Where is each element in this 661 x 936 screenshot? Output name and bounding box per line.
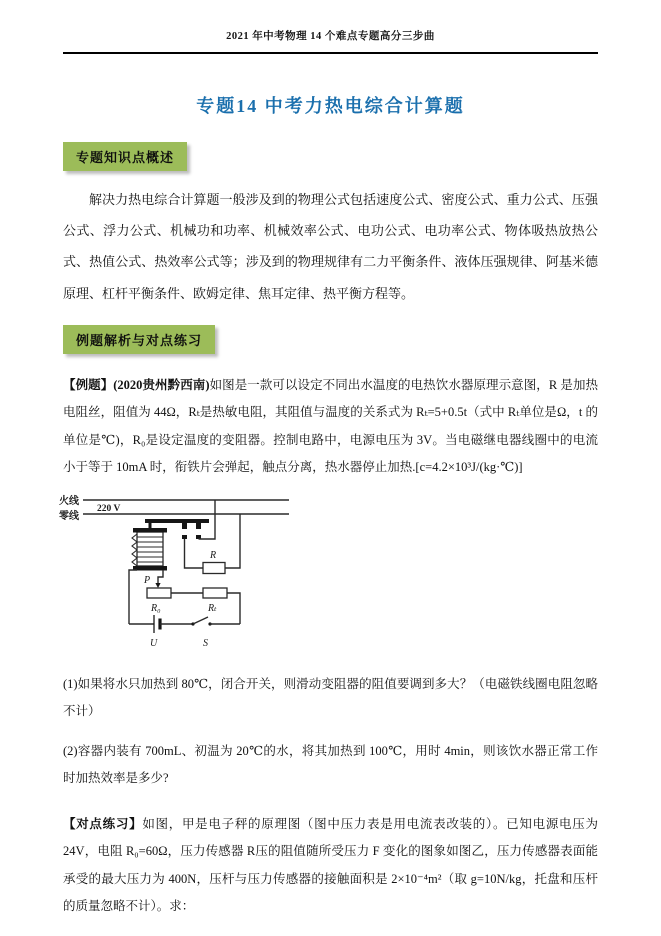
switch-label: S [203,637,208,649]
rheostat-resistor [147,588,171,598]
live-wire-label: 火线 [59,495,79,507]
thermistor-resistor [203,588,227,598]
relay-armature-icon [145,519,209,529]
question-1: (1)如果将水只加热到 80℃，闭合开关，则滑动变阻器的阻值要调到多大？（电磁铁线圈电阻忽略不计） [63,676,598,719]
page-title: 专题14 中考力热电综合计算题 [196,96,465,116]
heater-label: R [210,549,217,561]
heater-to-neutral-wire [225,514,240,568]
thermistor-right-wire [227,593,240,624]
overview-paragraph: 解决力热电综合计算题一般涉及到的物理公式包括速度公式、密度公式、重力公式、压强公式、浮力公式、机械功和功率、机械效率公式、电功公式、电功率公式、物体吸热放热公式、热值公式、热效率公式等；涉及到的物理规律有二力平衡条件、液体压强规律、阿基米德原理、杠杆平衡条件、欧姆定律、焦耳定律、热平衡方程等。 [63,192,598,301]
coil-top-cap [133,528,167,533]
battery-label: U [150,637,158,649]
moving-contact-right [196,523,201,529]
practice-body: 如图，甲是电子秤的原理图（图中压力表是用电流表改装的）。已知电源电压为 24V，电阻 R₀=60Ω，压力传感器 R压的阻值随所受压力 F 变化的图象如图乙，压力传感器表面能承受的最大压力为 400N，压杆与压力传感器的接触面积是 2×10⁻⁴m²（取 g=10N/kg，托盘和压杆的质量忽略不计）。求： [63,816,598,914]
switch-lever [193,617,208,624]
coil-bottom-cap [133,566,167,571]
contact-to-heater-wire [185,539,204,568]
page-header-title: 2021 年中考物理 14 个难点专题高分三步曲 [63,28,598,54]
mains-voltage-label: 220 V [97,503,121,514]
section-badge-examples: 例题解析与对点练习 [63,325,215,354]
section-badge-overview: 专题知识点概述 [63,142,187,171]
practice-label: 【对点练习】 [63,816,143,831]
thermistor-label: Rₜ [208,602,217,614]
question-2: (2)容器内装有 700mL、初温为 20℃的水，将其加热到 100℃，用时 4min，则该饮水器正常工作时加热效率是多少? [63,743,598,786]
example-problem-paragraph [63,372,598,482]
example-body: 如图是一款可以设定不同出水温度的电热饮水器原理示意图，R 是加热电阻丝，阻值为 44Ω，Rₜ是热敏电阻，其阻值与温度的关系式为 Rₜ=5+0.5t（式中 Rₜ单位是Ω，t 的单位是℃)，R₀是设定温度的变阻器。控制电路中，电源电压为 3V。当电磁继电器线圈中的电流小于等于 10mA 时，衔铁片会弹起，触点分离，热水器停止加热.[c=4.2×10³J/(kg·℃)] [63,377,599,475]
moving-contact-left [182,523,187,529]
example-label: 【例题】(2020贵州黔西南) [63,377,210,392]
relay-circuit-diagram [57,492,293,660]
slider-label: P [144,574,151,586]
rheostat-label: R₀ [151,602,161,614]
coil-right-terminal-wire [158,570,163,584]
coil-left-terminal-wire [129,570,137,624]
practice-paragraph [63,811,598,921]
circuit-figure [57,492,293,665]
neutral-wire-label: 零线 [59,510,79,522]
switch-icon [191,617,211,626]
spring-icon [132,534,137,566]
armature-bar [145,519,209,523]
fixed-contact-left [182,535,187,539]
slider-arrow-icon [155,583,160,588]
battery-icon [154,615,160,633]
electromagnet-icon [132,523,167,571]
heater-resistor [203,562,225,573]
